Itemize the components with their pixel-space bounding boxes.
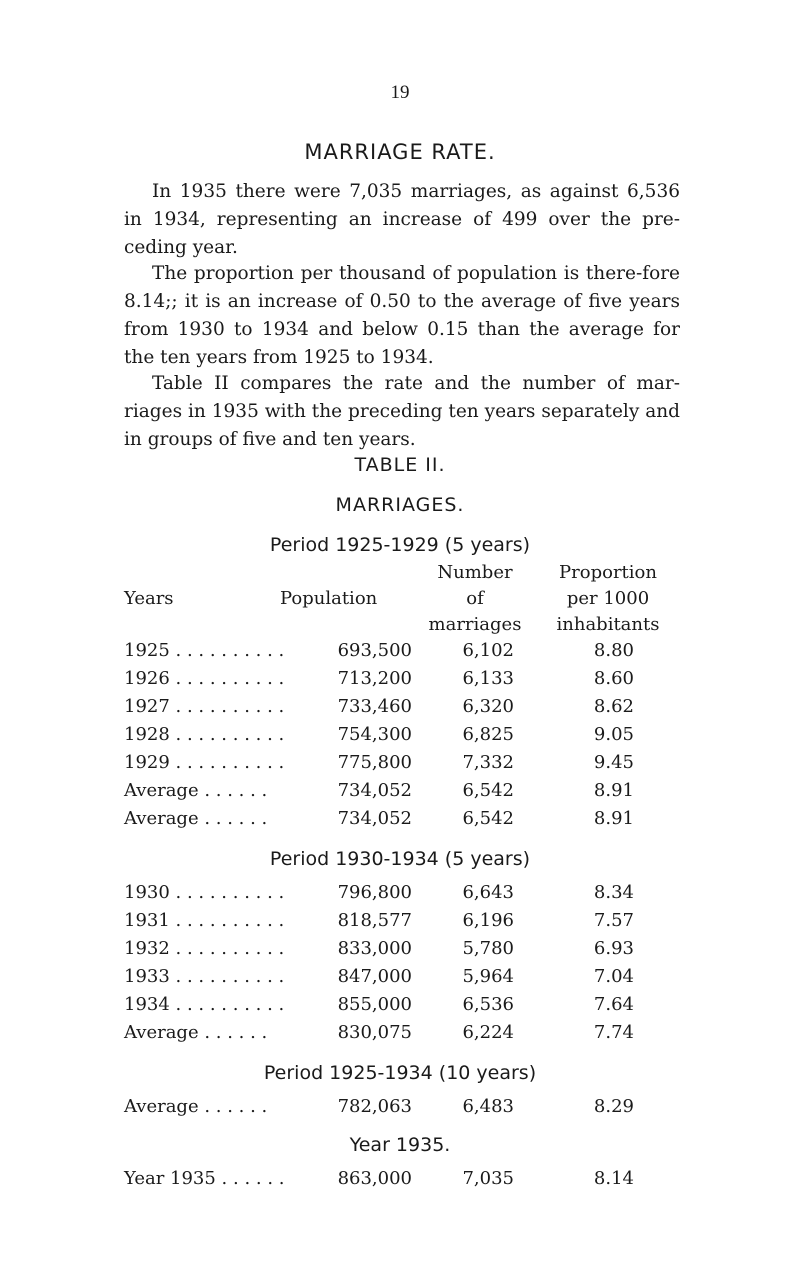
row-year: Average . . . . . . <box>124 780 268 801</box>
row-population: 782,063 <box>337 1096 412 1117</box>
row-year: 1929 . . . . . . . . . . <box>124 752 285 773</box>
table-row <box>0 668 800 696</box>
row-rate: 6.93 <box>593 938 634 959</box>
column-header-number-line: of <box>466 588 484 609</box>
row-rate: 8.91 <box>593 808 634 829</box>
row-year: 1925 . . . . . . . . . . <box>124 640 285 661</box>
row-rate: 8.60 <box>593 668 634 689</box>
row-year: 1926 . . . . . . . . . . <box>124 668 285 689</box>
table-row <box>0 938 800 966</box>
row-population: 754,300 <box>337 724 412 745</box>
row-population: 855,000 <box>337 994 412 1015</box>
row-marriages: 6,536 <box>462 994 514 1015</box>
column-header-proportion-line: Proportion <box>559 562 657 583</box>
row-year: Average . . . . . . <box>124 1096 268 1117</box>
row-marriages: 6,196 <box>462 910 514 931</box>
row-population: 833,000 <box>337 938 412 959</box>
section-heading: Year 1935. <box>349 1134 451 1156</box>
row-population: 830,075 <box>337 1022 412 1043</box>
table-row <box>0 724 800 752</box>
column-header-years: Years <box>124 588 174 609</box>
row-year: 1931 . . . . . . . . . . <box>124 910 285 931</box>
row-rate: 8.14 <box>593 1168 634 1189</box>
table-row <box>0 882 800 910</box>
row-year: 1930 . . . . . . . . . . <box>124 882 285 903</box>
row-year: Average . . . . . . <box>124 1022 268 1043</box>
table-row <box>0 780 800 808</box>
row-population: 818,577 <box>337 910 412 931</box>
row-population: 733,460 <box>337 696 412 717</box>
table-row <box>0 1022 800 1050</box>
page-title: MARRIAGE RATE. <box>304 140 496 164</box>
row-year: 1933 . . . . . . . . . . <box>124 966 285 987</box>
row-rate: 8.29 <box>593 1096 634 1117</box>
row-marriages: 6,102 <box>462 640 514 661</box>
row-marriages: 6,542 <box>462 808 514 829</box>
row-population: 734,052 <box>337 808 412 829</box>
row-marriages: 5,964 <box>462 966 514 987</box>
row-year: Average . . . . . . <box>124 808 268 829</box>
table-row <box>0 640 800 668</box>
row-year: 1934 . . . . . . . . . . <box>124 994 285 1015</box>
paragraph-1: In 1935 there were 7,035 marriages, as against 6,536 in 1934, representing an increase of 499 over the pre-ceding year. <box>124 181 680 258</box>
column-header-number-line: marriages <box>428 614 522 635</box>
section-heading: Period 1925-1929 (5 years) <box>269 534 531 556</box>
row-population: 863,000 <box>337 1168 412 1189</box>
row-rate: 7.57 <box>593 910 634 931</box>
row-population: 734,052 <box>337 780 412 801</box>
table-row <box>0 696 800 724</box>
row-marriages: 6,133 <box>462 668 514 689</box>
row-marriages: 7,035 <box>462 1168 514 1189</box>
table-label: TABLE II. <box>354 454 446 476</box>
row-marriages: 6,483 <box>462 1096 514 1117</box>
row-marriages: 6,825 <box>462 724 514 745</box>
row-rate: 9.05 <box>593 724 634 745</box>
table-caption: MARRIAGES. <box>335 494 465 516</box>
table-row <box>0 910 800 938</box>
row-rate: 8.62 <box>593 696 634 717</box>
row-population: 847,000 <box>337 966 412 987</box>
row-year: 1932 . . . . . . . . . . <box>124 938 285 959</box>
row-population: 796,800 <box>337 882 412 903</box>
row-marriages: 6,542 <box>462 780 514 801</box>
row-rate: 8.91 <box>593 780 634 801</box>
paragraph-2: The proportion per thousand of population is there-fore 8.14;; it is an increase of 0.50 to the average of five years from 1930 to 1934 and below 0.15 than the average for the ten years from 1925 to 1934. <box>124 263 680 368</box>
row-rate: 7.64 <box>593 994 634 1015</box>
column-header-proportion-line: inhabitants <box>556 614 660 635</box>
row-marriages: 6,224 <box>462 1022 514 1043</box>
row-population: 713,200 <box>337 668 412 689</box>
row-marriages: 6,320 <box>462 696 514 717</box>
table-row <box>0 752 800 780</box>
row-marriages: 6,643 <box>462 882 514 903</box>
column-header-number-line: Number <box>437 562 513 583</box>
table-row <box>0 1096 800 1124</box>
row-rate: 8.34 <box>593 882 634 903</box>
table-row <box>0 808 800 836</box>
row-marriages: 7,332 <box>462 752 514 773</box>
row-rate: 7.04 <box>593 966 634 987</box>
row-rate: 9.45 <box>593 752 634 773</box>
table-row <box>0 1168 800 1196</box>
column-header-number <box>410 560 540 638</box>
column-header-proportion <box>538 560 678 638</box>
row-year: Year 1935 . . . . . . <box>124 1168 285 1189</box>
table-row <box>0 966 800 994</box>
row-population: 693,500 <box>337 640 412 661</box>
section-heading: Period 1925-1934 (10 years) <box>263 1062 537 1084</box>
table-row <box>0 994 800 1022</box>
row-rate: 7.74 <box>593 1022 634 1043</box>
row-rate: 8.80 <box>593 640 634 661</box>
row-marriages: 5,780 <box>462 938 514 959</box>
row-year: 1928 . . . . . . . . . . <box>124 724 285 745</box>
row-population: 775,800 <box>337 752 412 773</box>
section-heading: Period 1930-1934 (5 years) <box>269 848 531 870</box>
column-header-population: Population <box>280 588 378 609</box>
column-header-proportion-line: per 1000 <box>566 588 650 609</box>
page-number: 19 <box>390 82 410 103</box>
paragraph-3: Table II compares the rate and the number of mar-riages in 1935 with the preceding ten years separately and in groups of five and ten years. <box>124 373 680 450</box>
row-year: 1927 . . . . . . . . . . <box>124 696 285 717</box>
